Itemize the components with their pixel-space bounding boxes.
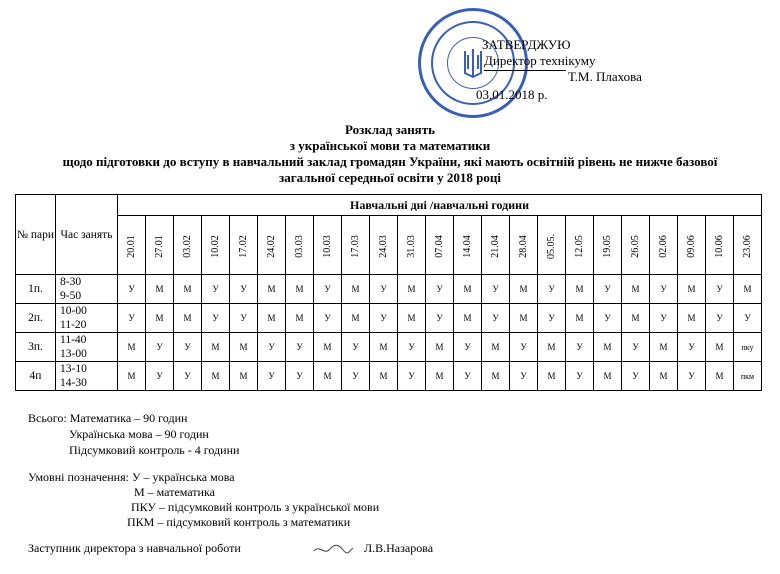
totals-ukrainian: Українська мова – 90 годин (69, 427, 209, 441)
date-header-cell (622, 216, 650, 275)
subject-cell: М (398, 304, 426, 333)
subject-cell: У (650, 275, 678, 304)
pair-number-cell: 2п. (16, 304, 56, 333)
legend-pku: ПКУ – підсумковий контроль з української мови (131, 500, 380, 514)
subject-cell: М (146, 304, 174, 333)
subject-cell: М (594, 362, 622, 391)
date-header-cell (594, 216, 622, 275)
subject-cell: М (202, 333, 230, 362)
date-label: 17.02 (238, 234, 249, 258)
date-label: 28.04 (518, 234, 529, 258)
date-label: 02.06 (658, 234, 669, 258)
approve-label: ЗАТВЕРДЖУЮ (482, 37, 571, 52)
subject-cell: М (594, 333, 622, 362)
subject-cell: У (510, 362, 538, 391)
time-start: 11-40 (60, 334, 87, 346)
date-label: 20.01 (126, 234, 137, 258)
time-end: 13-00 (60, 348, 87, 360)
subject-cell: У (734, 304, 762, 333)
date-label: 21.04 (490, 234, 501, 258)
subject-cell: М (286, 304, 314, 333)
date-label: 07.04 (434, 234, 445, 258)
subject-cell: У (706, 304, 734, 333)
subject-cell: У (398, 362, 426, 391)
date-header-cell (230, 216, 258, 275)
subject-cell: М (706, 362, 734, 391)
days-header: Навчальні дні /навчальні години (118, 195, 762, 216)
date-label: 26.05 (630, 234, 641, 258)
date-header-cell (202, 216, 230, 275)
subject-cell: М (566, 304, 594, 333)
subject-cell: У (370, 304, 398, 333)
time-cell (56, 275, 118, 304)
subject-cell: У (454, 333, 482, 362)
subject-cell: М (622, 275, 650, 304)
subject-cell: М (454, 304, 482, 333)
subject-cell: М (482, 333, 510, 362)
pair-number-cell: 1п. (16, 275, 56, 304)
subject-cell: У (286, 362, 314, 391)
date-header-cell (482, 216, 510, 275)
date-header-cell (426, 216, 454, 275)
date-header-cell (678, 216, 706, 275)
subject-cell: М (398, 275, 426, 304)
time-end: 9-50 (60, 290, 82, 302)
subject-cell: М (342, 304, 370, 333)
approver-position: Директор технікуму (484, 53, 596, 68)
subject-cell: М (314, 333, 342, 362)
subject-cell: М (538, 333, 566, 362)
subject-cell: М (314, 362, 342, 391)
subject-cell: У (566, 362, 594, 391)
subject-cell: У (286, 333, 314, 362)
subject-cell: У (706, 275, 734, 304)
deputy-name: Л.В.Назарова (364, 541, 434, 555)
subject-cell: М (706, 333, 734, 362)
date-header-cell (566, 216, 594, 275)
time-cell (56, 304, 118, 333)
subject-cell: М (510, 304, 538, 333)
subject-cell: М (454, 275, 482, 304)
subject-cell: У (566, 333, 594, 362)
date-header-cell (342, 216, 370, 275)
subject-cell: У (370, 275, 398, 304)
time-end: 14-30 (60, 377, 87, 389)
date-header-cell (706, 216, 734, 275)
date-label: 24.02 (266, 234, 277, 258)
subject-cell: У (202, 275, 230, 304)
date-header-cell (398, 216, 426, 275)
handwritten-signature-icon (312, 542, 354, 556)
date-header-cell (314, 216, 342, 275)
date-header-cell (510, 216, 538, 275)
subject-cell: М (482, 362, 510, 391)
date-header-cell (286, 216, 314, 275)
subject-cell: М (258, 275, 286, 304)
subject-cell: М (734, 275, 762, 304)
subject-cell: М (426, 333, 454, 362)
time-start: 10-00 (60, 305, 87, 317)
pair-number-cell: 4п (16, 362, 56, 391)
time-cell (56, 333, 118, 362)
subject-cell: У (174, 333, 202, 362)
date-label: 10.02 (210, 234, 221, 258)
subject-cell: М (230, 362, 258, 391)
subject-cell: У (314, 275, 342, 304)
subject-cell: У (454, 362, 482, 391)
time-start: 8-30 (60, 276, 82, 288)
subject-cell: У (314, 304, 342, 333)
subject-cell: У (622, 333, 650, 362)
subject-cell: М (566, 275, 594, 304)
subject-cell: М (342, 275, 370, 304)
date-header-cell (370, 216, 398, 275)
date-label: 12.05 (574, 234, 585, 258)
subject-cell: У (118, 275, 146, 304)
date-label: 24.03 (378, 234, 389, 258)
time-cell (56, 362, 118, 391)
subject-cell: М (426, 362, 454, 391)
subject-cell: У (146, 333, 174, 362)
subject-cell: М (258, 304, 286, 333)
date-header-cell (174, 216, 202, 275)
legend-math: М – математика (134, 485, 215, 499)
deputy-title: Заступник директора з навчальної роботи (28, 541, 241, 555)
table-row (16, 304, 762, 333)
date-label: 10.03 (322, 234, 333, 258)
totals-math: Всього: Математика – 90 годин (28, 411, 188, 425)
subject-cell: У (538, 304, 566, 333)
date-header-cell (650, 216, 678, 275)
date-header-row (16, 216, 762, 275)
date-label: 03.03 (294, 234, 305, 258)
date-header-cell (146, 216, 174, 275)
subject-cell: У (650, 304, 678, 333)
subject-cell: М (174, 275, 202, 304)
subject-cell: У (202, 304, 230, 333)
schedule-table (15, 194, 762, 391)
subject-cell: У (510, 333, 538, 362)
title-purpose: щодо підготовки до вступу в навчальний заклад громадян України, які мають освітній рівень не нижче базової (62, 154, 718, 169)
subject-cell: У (258, 333, 286, 362)
date-header-cell (258, 216, 286, 275)
subject-cell: У (622, 362, 650, 391)
date-header-cell (538, 216, 566, 275)
subject-cell: М (678, 275, 706, 304)
subject-cell: М (650, 362, 678, 391)
legend-ukrainian: Умовні позначення: У – українська мова (28, 470, 235, 484)
subject-cell: У (258, 362, 286, 391)
subject-cell: У (482, 275, 510, 304)
date-header-cell (454, 216, 482, 275)
title-year: загальної середньої освіти у 2018 році (279, 170, 501, 185)
date-label: 05.05. (546, 233, 557, 259)
table-row (16, 362, 762, 391)
date-header-cell (734, 216, 762, 275)
date-label: 27.01 (154, 234, 165, 258)
subject-cell: М (622, 304, 650, 333)
subject-cell: У (482, 304, 510, 333)
table-row (16, 275, 762, 304)
date-label: 19.05 (602, 234, 613, 258)
date-label: 14.04 (462, 234, 473, 258)
subject-cell: У (230, 275, 258, 304)
subject-cell: У (174, 362, 202, 391)
date-label: 31.03 (406, 234, 417, 258)
signature-line (484, 70, 566, 71)
subject-cell: У (426, 275, 454, 304)
date-label: 09.06 (686, 234, 697, 258)
subject-cell: М (370, 333, 398, 362)
subject-cell: У (398, 333, 426, 362)
date-label: 10.06 (714, 234, 725, 258)
approval-date: 03.01.2018 р. (476, 87, 548, 102)
subject-cell: М (118, 333, 146, 362)
subject-cell: У (118, 304, 146, 333)
subject-cell: пкм (734, 362, 762, 391)
subject-cell: У (538, 275, 566, 304)
subject-cell: У (594, 304, 622, 333)
date-label: 23.06 (742, 234, 753, 258)
time-header: Час занять (56, 195, 118, 275)
legend-pkm: ПКМ – підсумковий контроль з математики (127, 515, 351, 529)
pair-number-cell: 3п. (16, 333, 56, 362)
subject-cell: М (650, 333, 678, 362)
subject-cell: У (342, 333, 370, 362)
time-end: 11-20 (60, 319, 87, 331)
subject-cell: У (230, 304, 258, 333)
title-subject: з української мови та математики (289, 138, 491, 153)
subject-cell: М (146, 275, 174, 304)
subject-cell: М (230, 333, 258, 362)
date-label: 03.02 (182, 234, 193, 258)
subject-cell: У (594, 275, 622, 304)
subject-cell: У (426, 304, 454, 333)
subject-cell: М (538, 362, 566, 391)
subject-cell: М (370, 362, 398, 391)
totals-control: Підсумковий контроль - 4 години (69, 443, 240, 457)
subject-cell: У (678, 333, 706, 362)
subject-cell: М (678, 304, 706, 333)
approver-name: Т.М. Плахова (568, 69, 642, 84)
subject-cell: М (174, 304, 202, 333)
subject-cell: М (286, 275, 314, 304)
subject-cell: М (510, 275, 538, 304)
subject-cell: М (118, 362, 146, 391)
subject-cell: У (342, 362, 370, 391)
page-title: Розклад занять (345, 122, 435, 137)
subject-cell: У (146, 362, 174, 391)
date-label: 17.03 (350, 234, 361, 258)
subject-cell: М (202, 362, 230, 391)
pair-number-header: № пари (16, 195, 56, 275)
subject-cell: У (678, 362, 706, 391)
time-start: 13-10 (60, 363, 87, 375)
subject-cell: пку (734, 333, 762, 362)
table-row (16, 333, 762, 362)
date-header-cell (118, 216, 146, 275)
